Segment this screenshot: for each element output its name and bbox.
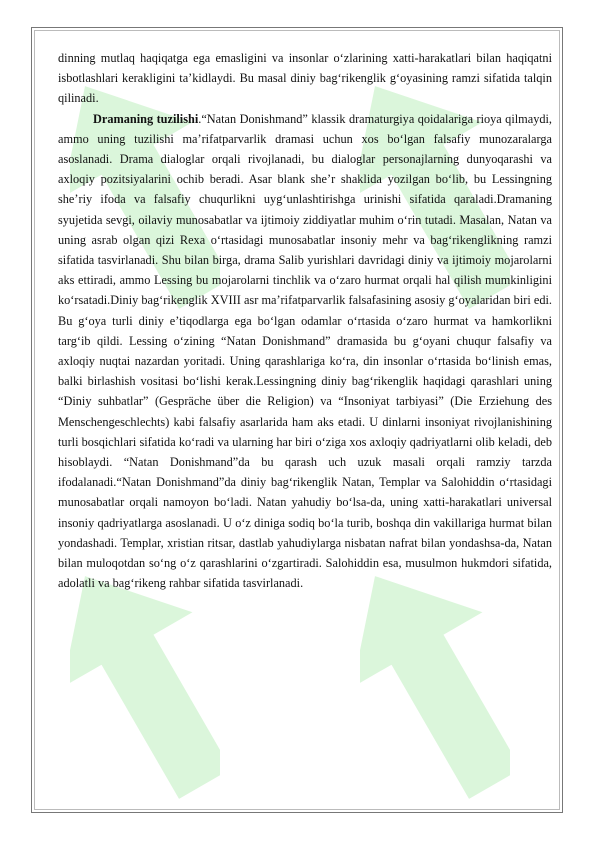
section-text: .“Natan Donishmand” klassik dramaturgiya qoidalariga rioya qilmaydi, ammo uning tuzilishi ma’rifatparvarlik dramasi uchun xos bo‘lgan falsafiy munozaralarga asoslanadi. Drama dialoglar orqali rivojlanadi, bu dialoglar personajlarning dunyoqarashi va axloqiy pozitsiyalarini ochib beradi. Asar blank she’r shaklida yozilgan bo‘lib, bu Lessingning she’riy ifoda va falsafiy chuqurlikni uyg‘unlashtirishga urinishi sifatida qaraladi.Dramaning syujetida sevgi, oilaviy munosabatlar va ijtimoiy ziddiyatlar muhim o‘rin tutadi. Masalan, Natan va uning asrab olgan qizi Rexa o‘rtasidagi munosabatlar insoniy mehr va bag‘rikenglikning ramzi sifatida tasvirlanadi. Shu bilan birga, drama Salib yurishlari davridagi diniy va ijtimoiy mojarolarni aks ettiradi, ammo Lessing bu mojarolarni tinchlik va o‘zaro hurmat orqali hal qilish mumkinligini ko‘rsatadi.Diniy bag‘rikenglik XVIII asr ma’rifatparvarlik falsafasining asosiy g‘oyalaridan biri edi. Bu g‘oya turli diniy e’tiqodlarga ega bo‘lgan odamlar o‘rtasida o‘zaro hurmat va hamkorlikni targ‘ib qildi. Lessing o‘zining “Natan Donishmand” dramasida bu g‘oyani chuqur falsafiy va axloqiy nuqtai nazardan yoritadi. Uning qarashlariga ko‘ra, din insonlar o‘rtasida bo‘linish emas, balki birlashish vositasi bo‘lishi kerak.Lessingning diniy bag‘rikenglik haqidagi qarashlari uning “Diniy suhbatlar” (Gespräche über die Religion) va “Insoniyat tarbiyasi” (Die Erziehung des Menschengeschlechts) kabi falsafiy asarlarida ham aks etadi. U dinlarni insoniyat rivojlanishining turli bosqichlari sifatida ko‘radi va ularning har biri o‘ziga xos axloqiy qadriyatlarni olib keladi, deb hisoblaydi. “Natan Donishmand”da bu qarash uch uzuk masali orqali ramziy tarzda ifodalanadi.“Natan Donishmand”da diniy bag‘rikenglik Natan, Templar va Salohiddin o‘rtasidagi munosabatlar orqali namoyon bo‘ladi. Natan yahudiy bo‘lsa-da, uning xatti-harakatlari universal insoniy qadriyatlarga asoslanadi. U o‘z diniga sodiq bo‘la turib, boshqa din vakillariga hurmat bilan yondashadi. Templar, xristian ritsar, dastlab yahudiylarga nisbatan nafrat bilan yondashsa-da, Natan bilan muloqotdan so‘ng o‘z qarashlarini o‘zgartiradi. Salohiddin esa, musulmon hukmdori sifatida, adolatli va bag‘rikeng rahbar sifatida tasvirlanadi. — [58, 111, 552, 591]
section-paragraph — [58, 109, 552, 594]
document-body — [58, 48, 552, 593]
paragraph-continuation: dinning mutlaq haqiqatga ega emasligini va insonlar o‘zlarining xatti-harakatlari bilan haqiqatni isbotlashlari kerakligini ta’kidlaydi. Bu masal diniy bag‘rikenglik g‘oyasining ramzi sifatida talqin qilinadi. — [58, 51, 552, 106]
section-heading: Dramaning tuzilishi — [93, 111, 199, 126]
